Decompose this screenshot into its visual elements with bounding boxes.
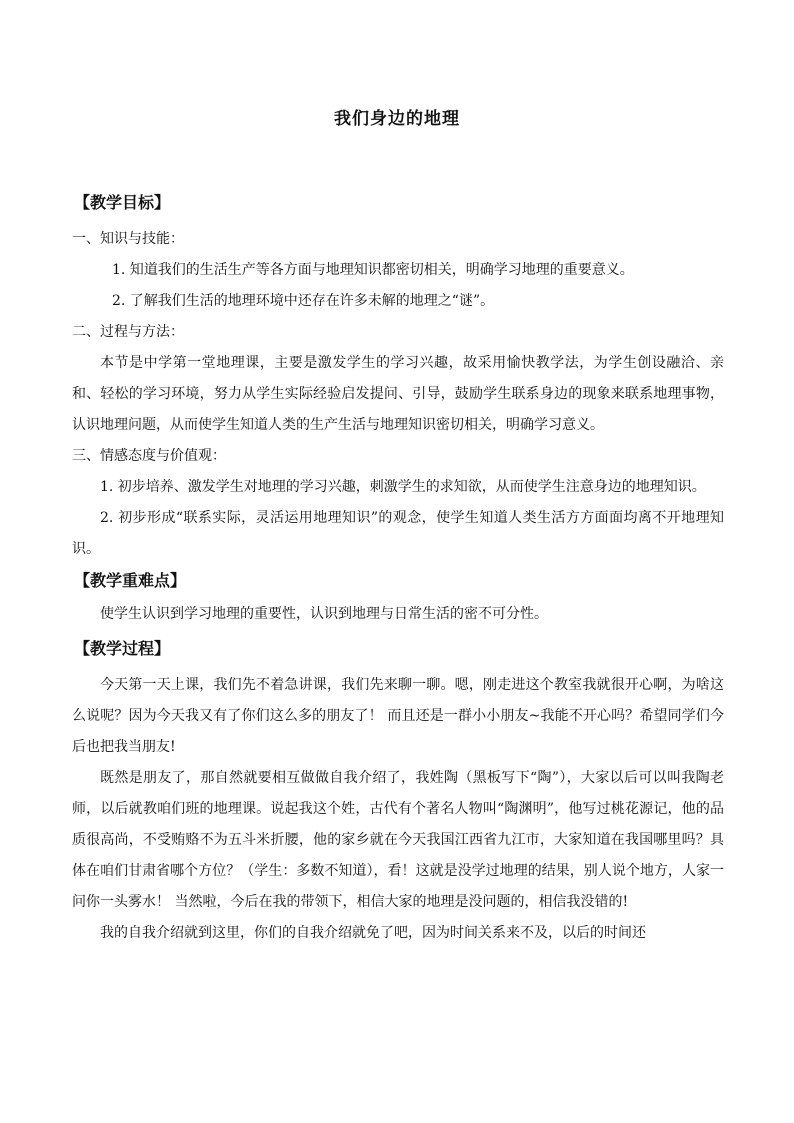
subheading-attitudes-values: 三、情感态度与价值观： — [72, 448, 226, 464]
section-heading-process: 【教学过程】 — [74, 639, 171, 658]
section-heading-key-points: 【教学重难点】 — [74, 571, 187, 590]
paragraph: 使学生认识到学习地理的重要性，认识到地理与日常生活的密不可分性。 — [100, 606, 548, 622]
paragraph: 2. 初步形成“联系实际，灵活运用地理知识”的观念，使学生知道人类生活方方面面均离不开地理知识。 — [72, 510, 724, 557]
section-heading-objectives: 【教学目标】 — [74, 193, 171, 212]
paragraph: 本节是中学第一堂地理课，主要是激发学生的学习兴趣，故采用愉快教学法，为学生创设融洽、亲和、轻松的学习环境，努力从学生实际经验启发提问、引导，鼓励学生联系身边的现象来联系地理事物，认识地理问题，从而使学生知道人类的生产生活与地理知识密切相关，明确学习意义。 — [72, 355, 724, 433]
paragraph: 1. 初步培养、激发学生对地理的学习兴趣，刺激学生的求知欲，从而使学生注意身边的地理知识。 — [100, 479, 706, 495]
paragraph: 既然是朋友了，那自然就要相互做做自我介绍了，我姓陶（黑板写下“陶”），大家以后可以叫我陶老师，以后就教咱们班的地理课。说起我这个姓，古代有个著名人物叫“陶渊明”，他写过桃花源记，他的品质很高尚，不受贿赂不为五斗米折腰，他的家乡就在今天我国江西省九江市，大家知道在我国哪里吗？具体在咱们甘肃省哪个方位？（学生：多数不知道），看！这就是没学过地理的结果，别人说个地方，人家一问你一头雾水！ 当然啦，今后在我的带领下，相信大家的地理是没问题的，相信我没错的! — [72, 770, 724, 910]
document-title: 我们身边的地理 — [334, 109, 460, 129]
list-item: 1. 知道我们的生活生产等各方面与地理知识都密切相关，明确学习地理的重要意义。 — [112, 262, 634, 278]
paragraph: 今天第一天上课，我们先不着急讲课，我们先来聊一聊。嗯，刚走进这个教室我就很开心啊，为啥这么说呢？因为今天我又有了你们这么多的朋友了！ 而且还是一群小小朋友~我能不开心吗？希望同学们今后也把我当朋友! — [72, 677, 724, 755]
document-body — [72, 187, 724, 949]
list-item: 2. 了解我们生活的地理环境中还存在许多未解的地理之“谜”。 — [112, 293, 495, 309]
subheading-process-methods: 二、过程与方法： — [72, 324, 184, 340]
paragraph: 我的自我介绍就到这里，你们的自我介绍就免了吧，因为时间关系来不及，以后的时间还 — [100, 925, 646, 941]
subheading-knowledge-skills: 一、知识与技能： — [72, 231, 184, 247]
